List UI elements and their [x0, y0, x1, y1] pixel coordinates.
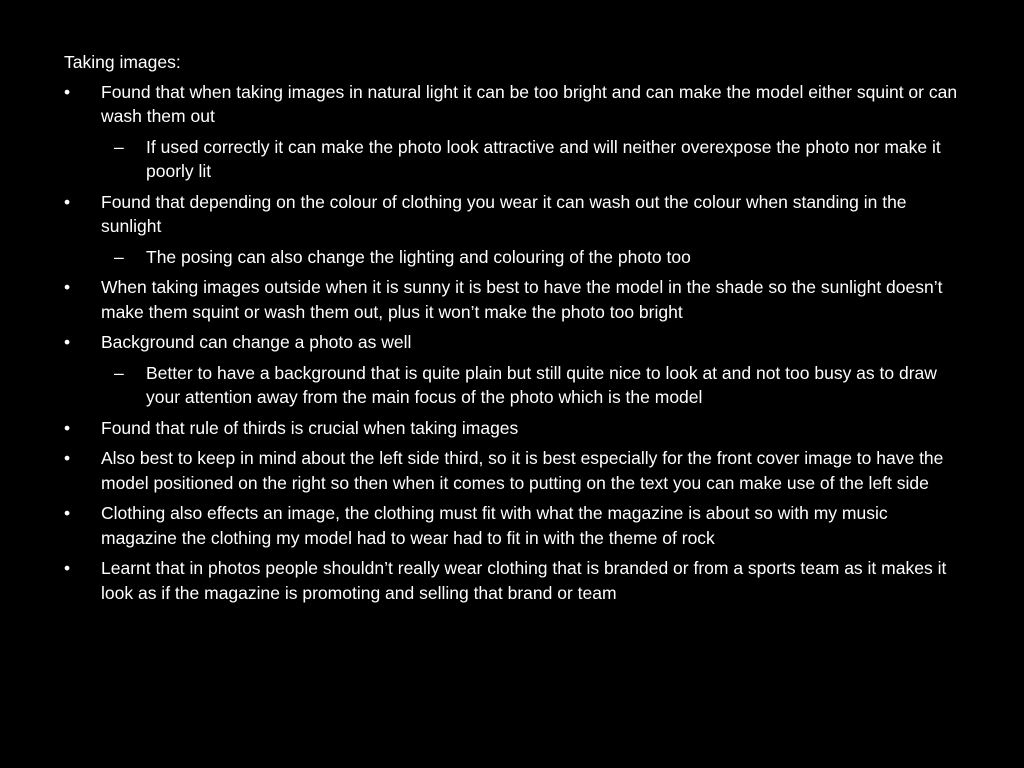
bullet-marker-icon: • [64, 558, 71, 578]
bullet-marker-icon: • [64, 448, 71, 468]
sub-bullet-item [64, 245, 964, 270]
slide-content [64, 50, 964, 611]
bullet-marker-icon: • [64, 81, 71, 102]
bullet-item [64, 275, 964, 324]
bullet-item [64, 190, 964, 239]
bullet-marker-icon: • [64, 332, 71, 352]
sub-bullet-item [64, 135, 964, 184]
bullet-item [64, 556, 964, 605]
bullet-item [64, 330, 964, 355]
slide-heading: Taking images: [64, 52, 181, 72]
bullet-item [64, 446, 964, 495]
bullet-item [64, 416, 964, 441]
bullet-marker-icon: • [64, 191, 71, 212]
dash-marker-icon: – [114, 246, 124, 267]
bullet-text: When taking images outside when it is sunny it is best to have the model in the shade so the sunlight doesn’t make them squint or wash them out, plus it won’t make the photo too bright [101, 277, 943, 322]
bullet-text: Also best to keep in mind about the left side third, so it is best especially for the front cover image to have the model positioned on the right so then when it comes to putting on the text you can make use of the left side [101, 448, 944, 493]
bullet-text: Background can change a photo as well [101, 332, 412, 352]
sub-bullet-text: The posing can also change the lighting and colouring of the photo too [146, 246, 691, 267]
bullet-text: Learnt that in photos people shouldn’t really wear clothing that is branded or from a sports team as it makes it look as if the magazine is promoting and selling that brand or team [101, 558, 947, 603]
bullet-text: Clothing also effects an image, the clothing must fit with what the magazine is about so with my music magazine the clothing my model had to wear had to fit in with the theme of rock [101, 503, 888, 548]
sub-bullet-text: Better to have a background that is quite plain but still quite nice to look at and not too busy as to draw your attention away from the main focus of the photo which is the model [146, 362, 937, 407]
bullet-marker-icon: • [64, 277, 71, 297]
bullet-text: Found that when taking images in natural light it can be too bright and can make the model either squint or can wash them out [101, 81, 958, 126]
dash-marker-icon: – [114, 136, 124, 157]
bullet-marker-icon: • [64, 503, 71, 523]
bullet-marker-icon: • [64, 417, 71, 438]
bullet-text: Found that depending on the colour of clothing you wear it can wash out the colour when standing in the sunlight [101, 191, 907, 236]
bullet-item [64, 501, 964, 550]
bullet-item [64, 80, 964, 129]
sub-bullet-text: If used correctly it can make the photo look attractive and will neither overexpose the photo nor make it poorly lit [146, 136, 941, 181]
dash-marker-icon: – [114, 362, 124, 383]
sub-bullet-item [64, 361, 964, 410]
bullet-text: Found that rule of thirds is crucial when taking images [101, 417, 519, 438]
